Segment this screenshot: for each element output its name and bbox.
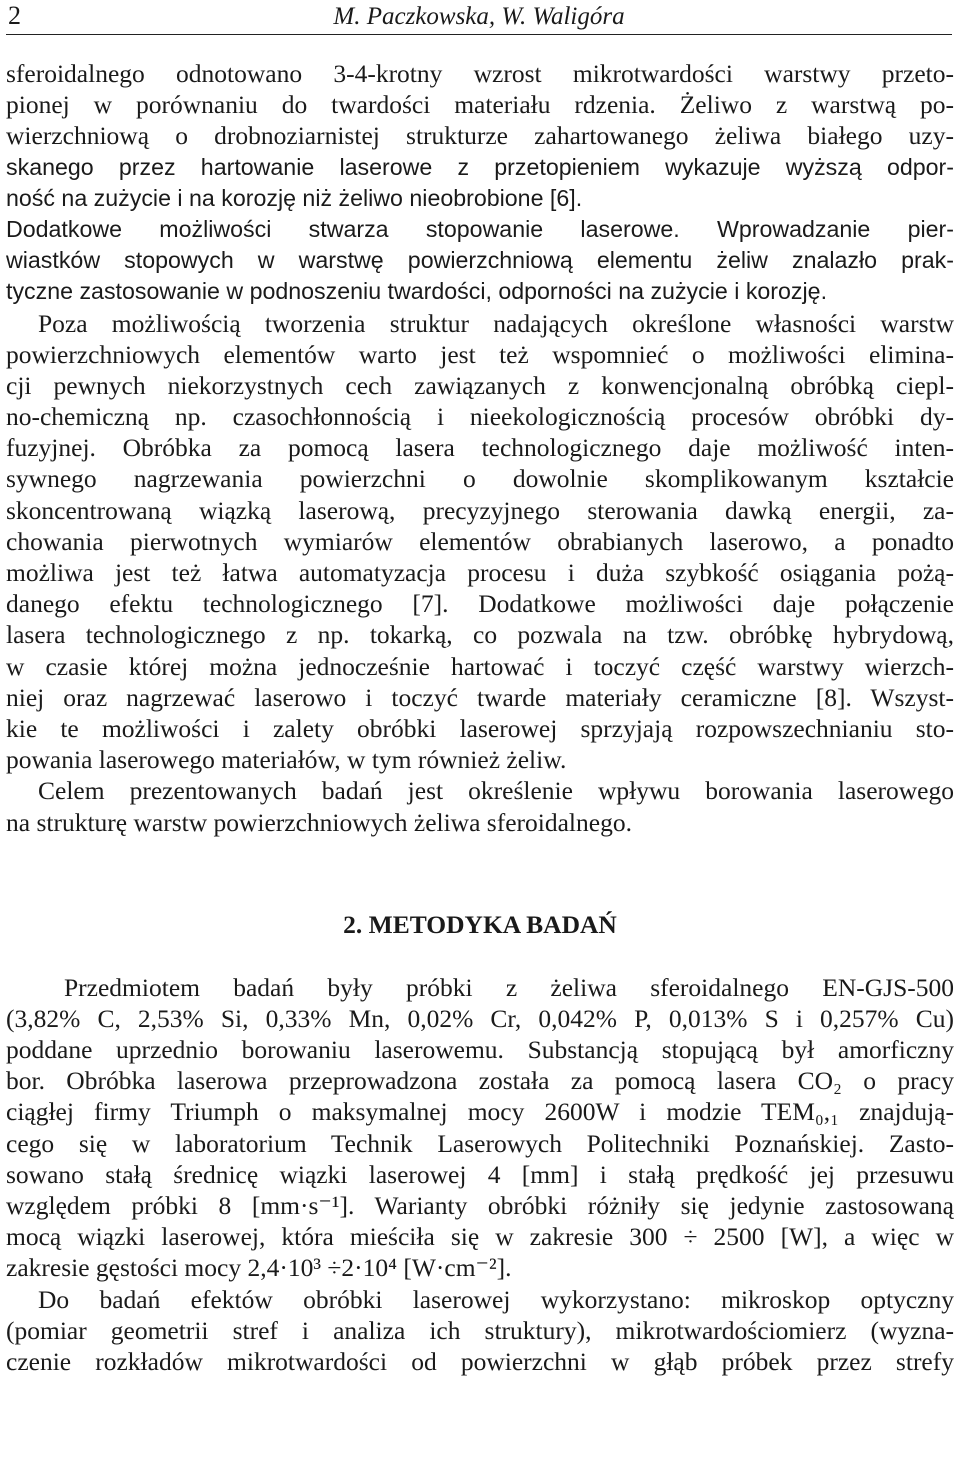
- text-line: względem próbki 8 [mm·s⁻¹]. Warianty obróbki różniły się jedynie zastosowaną: [6, 1191, 954, 1220]
- text-line: fuzyjnej. Obróbka za pomocą lasera technologicznego daje możliwość inten-: [6, 433, 954, 463]
- text-line: powania laserowego materiałów, w tym również żeliw.: [6, 745, 567, 775]
- text-line: wierzchniową o drobnoziarnistej strukturze zahartowanego żeliwa białego uzy-: [6, 121, 954, 151]
- text-line: kie te możliwości i zalety obróbki laserowej sprzyjają rozpowszechnianiu sto-: [6, 713, 954, 743]
- text-line: Do badań efektów obróbki laserowej wykorzystano: mikroskop optyczny: [38, 1284, 954, 1314]
- text-line: w czasie której można jednocześnie hartować i toczyć część warstwy wierzch-: [6, 651, 954, 681]
- text-line: Przedmiotem badań były próbki z żeliwa sferoidalnego EN-GJS-500: [64, 972, 954, 1002]
- text-line: na strukturę warstw powierzchniowych żeliwa sferoidalnego.: [6, 807, 632, 837]
- text-line: danego efektu technologicznego [7]. Dodatkowe możliwości daje połączenie: [6, 589, 954, 619]
- text-line: chowania pierwotnych wymiarów elementów obrabianych laserowo, a ponadto: [6, 526, 954, 556]
- text-line: czenie rozkładów mikrotwardości od powierzchni w głąb próbek przez strefy: [6, 1346, 954, 1376]
- text-line: zakresie gęstości mocy 2,4·10³ ÷2·10⁴ [W·cm⁻²].: [6, 1253, 512, 1283]
- text-line: (3,82% C, 2,53% Si, 0,33% Mn, 0,02% Cr, 0,042% P, 0,013% S i 0,257% Cu): [6, 1003, 954, 1033]
- text-line: Poza możliwością tworzenia struktur nadających określone własności warstw: [38, 308, 954, 338]
- methodology-paragraphs: [6, 972, 954, 1377]
- text-line: mocą wiązki laserowej, która mieściła się w zakresie 300 ÷ 2500 [W], a więc w: [6, 1222, 954, 1252]
- text-line: cji pewnych niekorzystnych cech zawiązanych z konwencjonalną obróbką ciepl-: [6, 370, 954, 400]
- text-line: pionej w porównaniu do twardości materiału rdzenia. Żeliwo z warstwą po-: [6, 90, 954, 120]
- text-line: skoncentrowaną wiązką laserową, precyzyjnego sterowania dawką energii, za-: [6, 495, 954, 525]
- page-header: [6, 0, 952, 35]
- text-line: sowano stałą średnicę wiązki laserowej 4 [mm] i stałą prędkość jej przesuwu: [6, 1159, 954, 1189]
- page-number: 2: [8, 1, 21, 30]
- text-line: powierzchniowych elementów warto jest też wspomnieć o możliwości elimina-: [6, 339, 954, 369]
- text-line: skanego przez hartowanie laserowe z przetopieniem wykazuje wyższą odpor-: [6, 153, 954, 180]
- running-head-authors: M. Paczkowska, W. Waligóra: [333, 3, 625, 30]
- text-line: poddane uprzednio borowaniu laserowemu. Substancją stopującą był amorficzny: [6, 1035, 954, 1065]
- text-line: cego się w laboratorium Technik Laserowych Politechniki Poznańskiej. Zasto-: [6, 1128, 954, 1158]
- text-line: Dodatkowe możliwości stwarza stopowanie laserowe. Wprowadzanie pier-: [6, 215, 954, 242]
- text-line: ność na zużycie i na korozję niż żeliwo nieobrobione [6].: [6, 184, 583, 211]
- text-line: Celem prezentowanych badań jest określenie wpływu borowania laserowego: [38, 776, 954, 806]
- text-line: sywnego nagrzewania powierzchni o dowolnie skomplikowanym kształcie: [6, 464, 954, 494]
- section-heading: 2. METODYKA BADAŃ: [343, 909, 617, 939]
- text-line: możliwa jest też łatwa automatyzacja procesu i duża szybkość osiągania pożą-: [6, 558, 954, 587]
- text-line: wiastków stopowych w warstwę powierzchniową elementu żeliw znalazło prak-: [6, 247, 954, 274]
- text-line: niej oraz nagrzewać laserowo i toczyć twarde materiały ceramiczne [8]. Wszyst-: [6, 682, 954, 712]
- text-line: bor. Obróbka laserowa przeprowadzona została za pomocą lasera CO₂ o pracy: [6, 1066, 954, 1096]
- section-spacer: [6, 838, 954, 898]
- heading-spacer: [6, 952, 954, 972]
- text-line: (pomiar geometrii stref i analiza ich struktury), mikrotwardościomierz (wyzna-: [6, 1315, 954, 1345]
- text-line: ciągłej firmy Triumph o maksymalnej mocy 2600W i modzie TEM₀,₁ znajdują-: [6, 1097, 954, 1127]
- introduction-paragraphs: [6, 58, 954, 838]
- text-line: lasera technologicznego z np. tokarką, co pozwala na tzw. obróbkę hybrydową,: [6, 620, 954, 650]
- text-line: tyczne zastosowanie w podnoszeniu twardości, odporności na zużycie i korozję.: [6, 278, 828, 305]
- text-line: no-chemiczną np. czasochłonnością i nieekologicznością procesów obróbki dy-: [6, 402, 954, 432]
- body-text: [6, 58, 954, 1377]
- text-line: sferoidalnego odnotowano 3-4-krotny wzrost mikrotwardości warstwy przeto-: [6, 59, 954, 88]
